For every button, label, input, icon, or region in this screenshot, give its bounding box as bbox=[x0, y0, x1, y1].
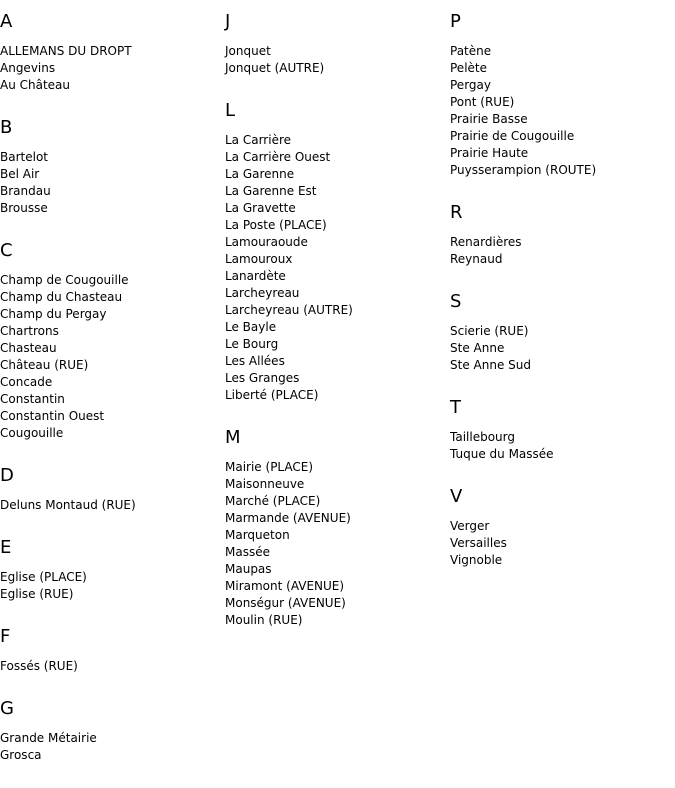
street-name: Renardières bbox=[450, 235, 522, 249]
street-name: Deluns Montaud (RUE) bbox=[0, 498, 136, 512]
street-name: Massée bbox=[225, 545, 270, 559]
letter-heading: G bbox=[0, 698, 14, 719]
street-name: Grosca bbox=[0, 748, 42, 762]
street-name: Patène bbox=[450, 44, 492, 58]
street-name: Liberté (PLACE) bbox=[225, 388, 319, 402]
street-name: Eglise (PLACE) bbox=[0, 570, 87, 584]
street-list bbox=[450, 518, 670, 569]
street-name: Angevins bbox=[0, 61, 56, 75]
street-list bbox=[0, 149, 220, 217]
street-name: La Garenne bbox=[225, 167, 295, 181]
street-name: Versailles bbox=[450, 536, 507, 550]
letter-heading: J bbox=[225, 11, 231, 32]
street-list bbox=[225, 43, 445, 77]
street-list bbox=[0, 43, 220, 94]
street-list bbox=[0, 730, 220, 764]
street-name: Marché (PLACE) bbox=[225, 494, 321, 508]
street-name: Prairie Haute bbox=[450, 146, 529, 160]
street-name: Champ de Cougouille bbox=[0, 273, 129, 287]
letter-group bbox=[450, 487, 670, 569]
street-name: Pelète bbox=[450, 61, 487, 75]
letter-heading: L bbox=[225, 100, 236, 121]
street-name: Verger bbox=[450, 519, 490, 533]
letter-group bbox=[0, 538, 220, 603]
letter-heading: A bbox=[0, 11, 13, 32]
street-list bbox=[0, 272, 220, 442]
street-name: Marqueton bbox=[225, 528, 290, 542]
street-list bbox=[0, 497, 220, 514]
street-list bbox=[450, 429, 670, 463]
street-name: Bartelot bbox=[0, 150, 48, 164]
letter-group bbox=[450, 398, 670, 463]
street-name: Monségur (AVENUE) bbox=[225, 596, 346, 610]
street-name: Jonquet (AUTRE) bbox=[225, 61, 325, 75]
letter-group bbox=[225, 101, 445, 404]
street-name: Brousse bbox=[0, 201, 48, 215]
letter-heading: V bbox=[450, 486, 463, 507]
letter-heading: D bbox=[0, 465, 14, 486]
street-name: Prairie Basse bbox=[450, 112, 528, 126]
street-name: Puysserampion (ROUTE) bbox=[450, 163, 597, 177]
street-name: La Gravette bbox=[225, 201, 296, 215]
street-name: La Poste (PLACE) bbox=[225, 218, 327, 232]
street-name: Brandau bbox=[0, 184, 51, 198]
street-name: Les Allées bbox=[225, 354, 285, 368]
letter-group bbox=[0, 12, 220, 94]
street-name: Reynaud bbox=[450, 252, 503, 266]
street-name: La Carrière Ouest bbox=[225, 150, 331, 164]
street-name: Pont (RUE) bbox=[450, 95, 515, 109]
street-name: Prairie de Cougouille bbox=[450, 129, 575, 143]
street-name: Grande Métairie bbox=[0, 731, 97, 745]
street-name: Lamouraoude bbox=[225, 235, 308, 249]
letter-heading: R bbox=[450, 202, 463, 223]
street-name: Ste Anne Sud bbox=[450, 358, 531, 372]
street-name: Miramont (AVENUE) bbox=[225, 579, 345, 593]
street-name: Ste Anne bbox=[450, 341, 505, 355]
street-list bbox=[225, 132, 445, 404]
street-index-column-1 bbox=[0, 12, 220, 788]
street-name: Vignoble bbox=[450, 553, 503, 567]
street-name: Eglise (RUE) bbox=[0, 587, 74, 601]
street-list bbox=[0, 658, 220, 675]
street-name: Concade bbox=[0, 375, 53, 389]
street-list bbox=[450, 234, 670, 268]
street-name: Au Château bbox=[0, 78, 71, 92]
street-name: Larcheyreau bbox=[225, 286, 300, 300]
letter-heading: P bbox=[450, 11, 461, 32]
street-name: Les Granges bbox=[225, 371, 300, 385]
letter-group bbox=[450, 292, 670, 374]
street-name: Mairie (PLACE) bbox=[225, 460, 314, 474]
street-name: ALLEMANS DU DROPT bbox=[0, 44, 132, 58]
letter-group bbox=[450, 12, 670, 179]
letter-group bbox=[0, 118, 220, 217]
street-name: Tuque du Massée bbox=[450, 447, 554, 461]
letter-group bbox=[225, 12, 445, 77]
street-name: Lanardète bbox=[225, 269, 286, 283]
street-index-column-3 bbox=[450, 12, 670, 593]
street-list bbox=[225, 459, 445, 629]
street-index-column-2 bbox=[225, 12, 445, 653]
street-name: La Carrière bbox=[225, 133, 292, 147]
street-name: Constantin bbox=[0, 392, 65, 406]
letter-heading: C bbox=[0, 240, 13, 261]
street-name: Bel Air bbox=[0, 167, 40, 181]
letter-group bbox=[0, 627, 220, 675]
street-name: Taillebourg bbox=[450, 430, 515, 444]
letter-heading: B bbox=[0, 117, 13, 138]
street-name: Maupas bbox=[225, 562, 272, 576]
letter-heading: T bbox=[450, 397, 461, 418]
street-list bbox=[0, 569, 220, 603]
street-name: Château (RUE) bbox=[0, 358, 89, 372]
letter-heading: E bbox=[0, 537, 12, 558]
street-name: Constantin Ouest bbox=[0, 409, 105, 423]
street-name: Le Bourg bbox=[225, 337, 279, 351]
letter-group bbox=[0, 466, 220, 514]
street-name: Chasteau bbox=[0, 341, 57, 355]
letter-group bbox=[0, 241, 220, 442]
letter-heading: F bbox=[0, 626, 11, 647]
street-name: Moulin (RUE) bbox=[225, 613, 303, 627]
street-name: Maisonneuve bbox=[225, 477, 305, 491]
street-list bbox=[450, 323, 670, 374]
street-name: Scierie (RUE) bbox=[450, 324, 529, 338]
street-name: Larcheyreau (AUTRE) bbox=[225, 303, 353, 317]
letter-group bbox=[0, 699, 220, 764]
letter-group bbox=[450, 203, 670, 268]
letter-group bbox=[225, 428, 445, 629]
letter-heading: S bbox=[450, 291, 462, 312]
street-name: Pergay bbox=[450, 78, 491, 92]
street-name: Marmande (AVENUE) bbox=[225, 511, 351, 525]
street-name: Chartrons bbox=[0, 324, 59, 338]
street-name: Fossés (RUE) bbox=[0, 659, 78, 673]
street-name: Jonquet bbox=[225, 44, 271, 58]
street-list bbox=[450, 43, 670, 179]
street-name: Champ du Pergay bbox=[0, 307, 107, 321]
street-name: Lamouroux bbox=[225, 252, 293, 266]
letter-heading: M bbox=[225, 427, 241, 448]
street-name: Champ du Chasteau bbox=[0, 290, 123, 304]
street-name: Cougouille bbox=[0, 426, 64, 440]
street-name: La Garenne Est bbox=[225, 184, 317, 198]
street-name: Le Bayle bbox=[225, 320, 277, 334]
